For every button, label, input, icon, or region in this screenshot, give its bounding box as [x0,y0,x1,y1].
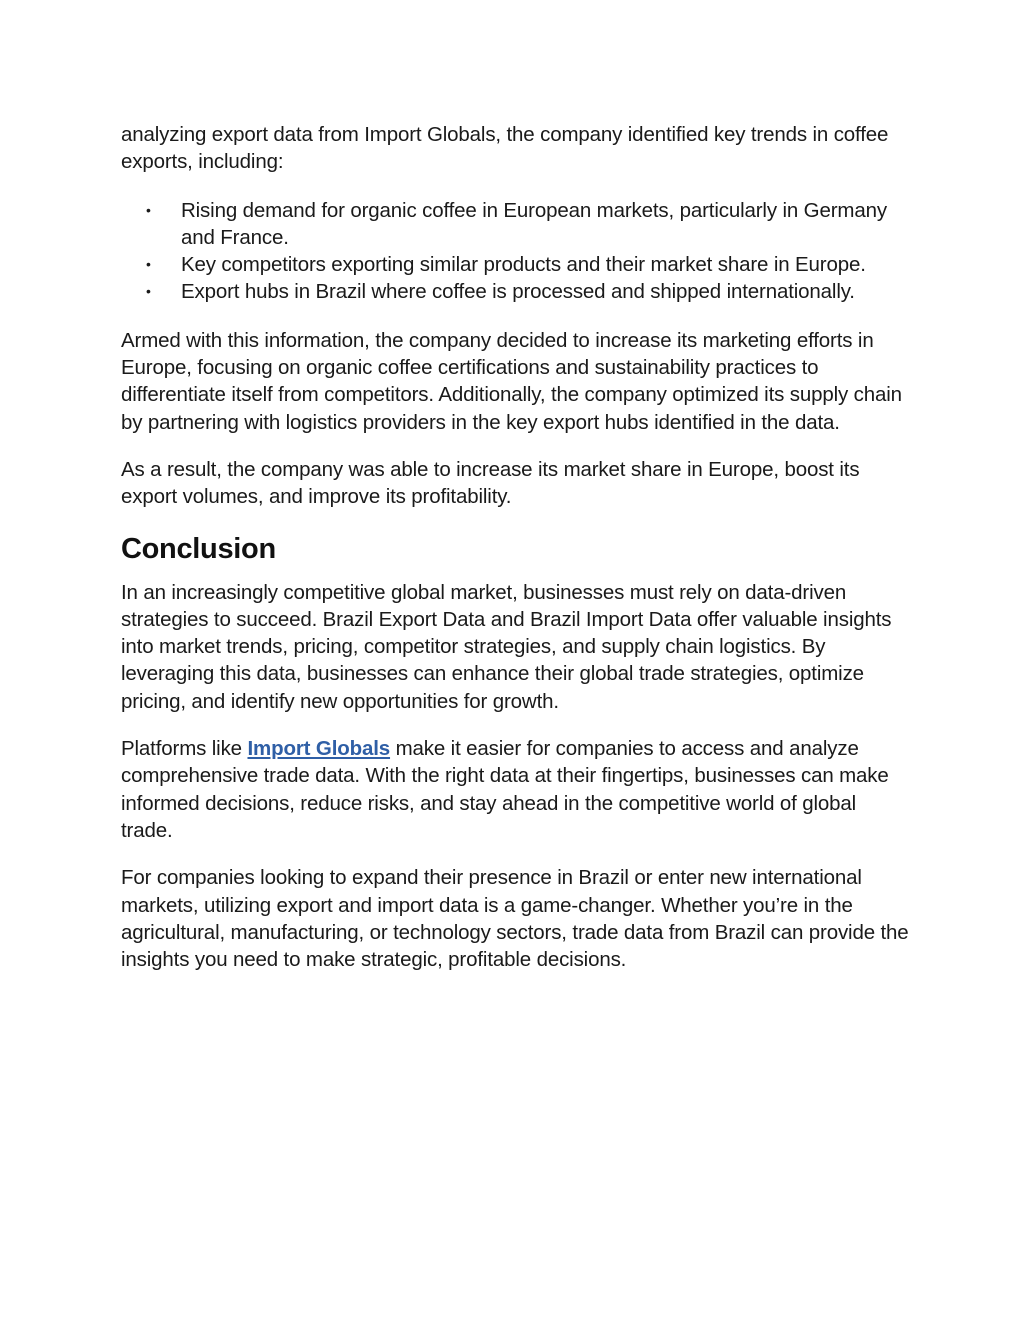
conclusion-paragraph-1: In an increasingly competitive global market, businesses must rely on data-driven strategies to succeed. Brazil Export Data and Brazil Import Data offer valuable insights into market trends, pricing, competitor strategies, and supply chain logistics. By leveraging this data, businesses can enhance their global trade strategies, optimize pricing, and identify new opportunities for growth. [121,580,892,713]
conclusion-paragraph-3: For companies looking to expand their presence in Brazil or enter new international markets, utilizing export and import data is a game-changer. Whether you’re in the agricultural, manufacturing, or technology sectors, trade data from Brazil can provide the insights you need to make strategic, profitable decisions. [121,866,909,972]
platforms-text-rest: make it easier for companies to access and analyze comprehensive trade data. With the right data at their fingertips, businesses can make informed decisions, reduce risks, and stay ahead in the competitive world of global trade. [121,737,889,842]
list-item [121,197,911,252]
list-item [121,251,911,278]
import-globals-link[interactable]: Import Globals [247,737,391,761]
list-item-text: Key competitors exporting similar products and their market share in Europe. [181,253,866,277]
key-trends-list [121,197,911,306]
strategy-paragraph: Armed with this information, the company decided to increase its marketing efforts in Europe, focusing on organic coffee certifications and sustainability practices to differentiate itself from competitors. Additionally, the company optimized its supply chain by partnering with logistics providers in the key export hubs identified in the data. [121,328,902,434]
list-item [121,278,911,305]
bullet-icon: • [146,256,151,273]
bullet-icon: • [146,201,151,218]
list-item-text: Export hubs in Brazil where coffee is processed and shipped internationally. [181,280,855,304]
result-paragraph: As a result, the company was able to increase its market share in Europe, boost its export volumes, and improve its profitability. [121,457,860,509]
list-item-text: Rising demand for organic coffee in European markets, particularly in Germany and France. [181,198,887,249]
document-page [121,121,911,993]
platforms-text: Platforms like [121,737,248,761]
conclusion-paragraph-2 [121,735,911,844]
conclusion-heading: Conclusion [121,532,276,565]
intro-paragraph: analyzing export data from Import Globals, the company identified key trends in coffee exports, including: [121,123,889,174]
bullet-icon: • [146,283,151,300]
